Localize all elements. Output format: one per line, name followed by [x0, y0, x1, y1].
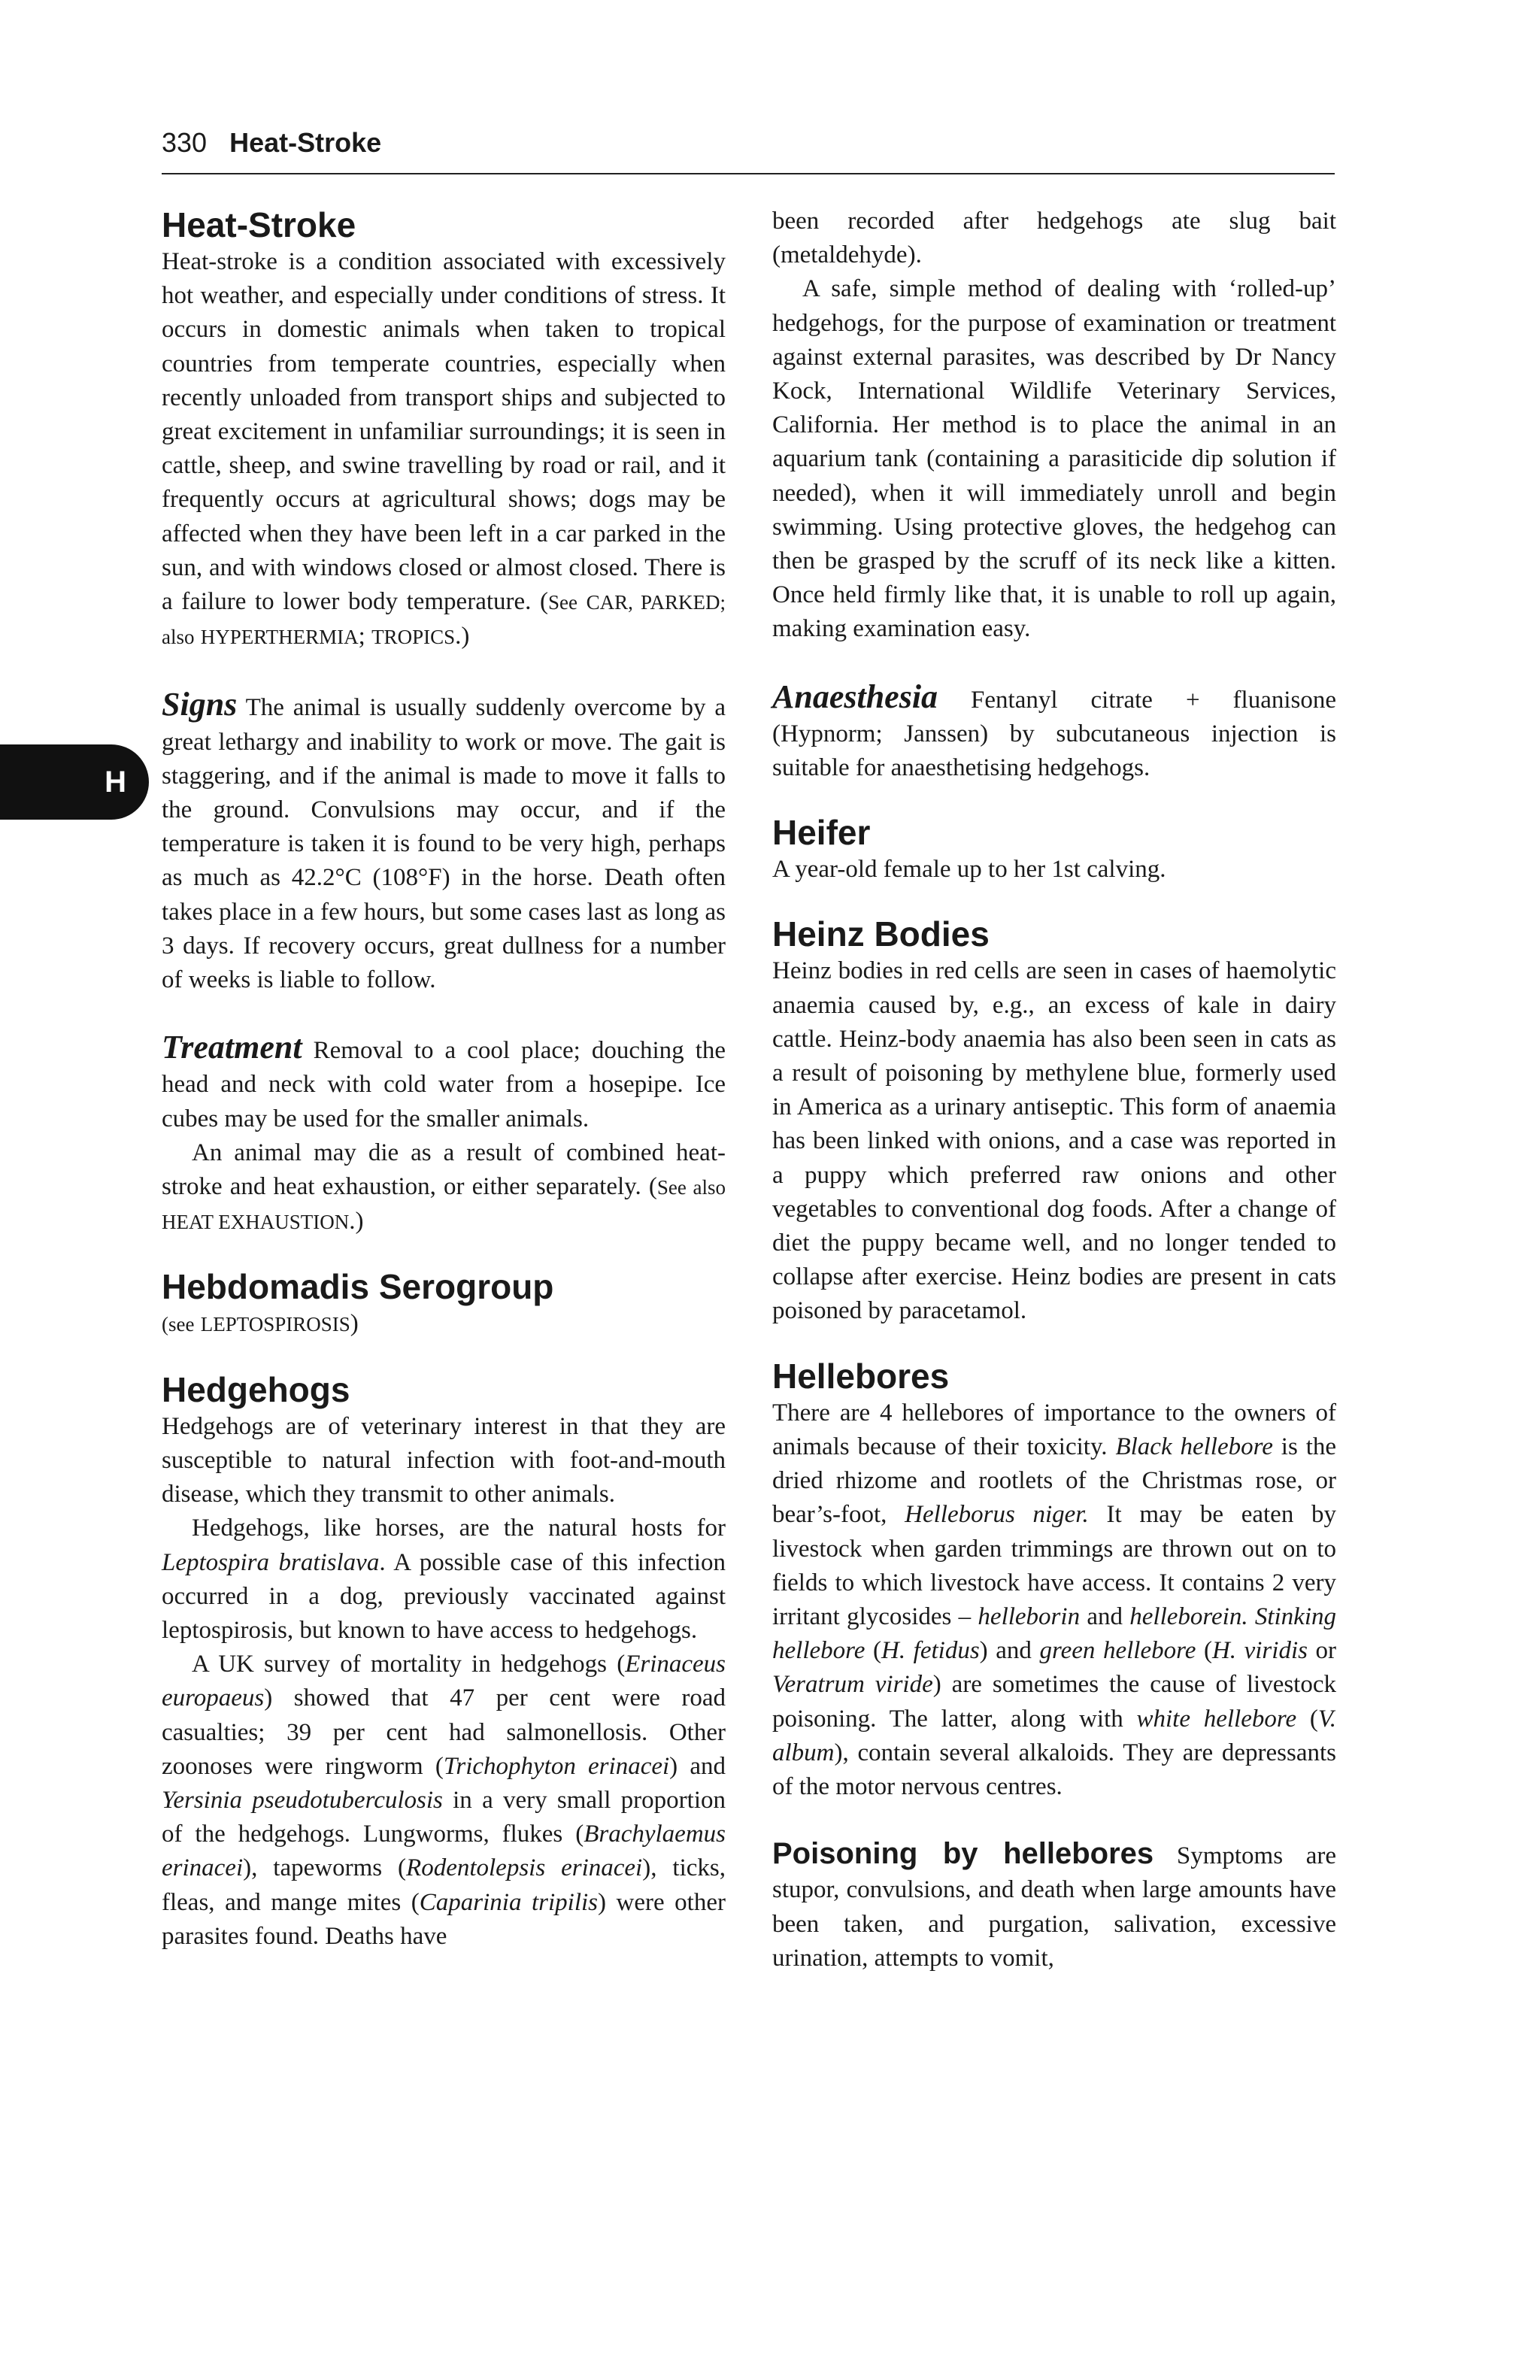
right-column: [772, 205, 1336, 1975]
species-name: Rodentolepsis erinacei: [406, 1854, 643, 1882]
species-name: Leptospira bratislava: [162, 1548, 380, 1576]
species-name: Yersinia pseudotuberculosis: [162, 1786, 443, 1814]
body-text: Heat-stroke is a condition associated with excessively hot weather, and especially under conditions of stress. It occurs in domestic animals when taken to tropical countries from temperate countries, especially when recently unloaded from transport ships and subjected to great excitement in unfamiliar surroundings; it is seen in cattle, sheep, and swine travelling by road or rail, and it frequently occurs at agricultural shows; dogs may be affected when they have been left in a car parked in the sun, and with windows closed or almost closed. There is a failure to lower body temperature. (: [162, 248, 726, 616]
text: in a very small proportion of the hedgehogs. Lungworms, flukes (: [162, 1786, 726, 1848]
text: ), tapeworms (: [243, 1854, 407, 1882]
heinz-body: Heinz bodies in red cells are seen in cases of haemolytic anaemia caused by, e.g., an excess of kale in dairy cattle. Heinz-body anaemia has also been seen in cats as a result of poisoning by methylene blue, formerly used in America as a urinary antiseptic. This form of anaemia has been linked with onions, and a case was reported in a puppy which preferred raw onions and other vegetables to conventional dog foods. After a change of diet the puppy became well, and no longer tended to collapse after exercise. Heinz bodies are present in cats poisoned by paracetamol.: [772, 957, 1336, 1325]
cross-ref-car-parked: CAR, PARKED: [586, 591, 720, 614]
anaesthesia-text: Fentanyl citrate + fluanisone (Hypnorm; Janssen) by subcutaneous injection is suitable for anaesthetising hedgehogs.: [772, 686, 1337, 782]
running-header-text: [162, 126, 381, 159]
section-thumb-tab: H: [0, 744, 149, 820]
heifer-body: A year-old female up to her 1st calving.: [772, 856, 1166, 884]
cross-ref-hyperthermia: HYPERTHERMIA: [200, 626, 359, 649]
signs-paragraph: [162, 687, 726, 997]
text: ), ticks, fleas, and mange mites (: [162, 1854, 726, 1916]
text: ) and: [669, 1752, 726, 1780]
header-title: Heat-Stroke: [229, 127, 382, 158]
text: or: [1315, 1637, 1337, 1665]
page-number: 330: [162, 127, 208, 158]
text: (: [1203, 1637, 1212, 1665]
entry-title-hellebores: Hellebores: [772, 1356, 950, 1396]
text: It may be eaten by livestock when garden trimmings are thrown out on to fields to which livestock have access. It contains 2 very irritant glycosides –: [772, 1501, 1337, 1630]
entry-title-heinz-bodies: Heinz Bodies: [772, 914, 990, 954]
species-name: helleborein. Stinking hellebore: [772, 1602, 1336, 1665]
heat-stroke-body: Heat-stroke is a condition associated with excessively hot weather, and especially under conditions of stress. It occurs in domestic animals when taken to tropical countries from temperate countries, especially when recently unloaded from transport ships and subjected to great excitement in unfamiliar surroundings; it is seen in cattle, sheep, and swine travelling by road or rail, and it frequently occurs at agricultural shows; dogs may be affected when they have been left in a car parked in the sun, and with windows closed or almost closed. There is a failure to lower body temperature. (See CAR, PARKED; also HYPERTHERMIA; TROPICS.): [162, 248, 726, 650]
text: is the dried rhizome and rootlets of the Christmas rose, or bear’s-foot,: [772, 1433, 1337, 1529]
species-name: H. viridis: [1211, 1637, 1308, 1665]
species-name: green hellebore: [1039, 1637, 1196, 1665]
see-word: See: [547, 591, 578, 614]
p2-text: An animal may die as a result of combined heat-stroke and heat exhaustion, or either separately. (: [162, 1138, 726, 1201]
anaesthesia-subheading: Anaesthesia: [772, 678, 938, 715]
text: Hedgehogs, like horses, are the natural hosts for: [192, 1514, 726, 1542]
species-name: Trichophyton erinacei: [443, 1752, 670, 1780]
treatment-subheading: Treatment: [162, 1029, 302, 1066]
left-column: [162, 205, 726, 1954]
poisoning-subheading: Poisoning by hellebores: [772, 1837, 1154, 1871]
text: ) are sometimes the cause of livestock poisoning. The latter, along with: [772, 1671, 1337, 1733]
species-name: helleborin: [978, 1602, 1081, 1630]
see-also-word: See also: [656, 1176, 726, 1199]
signs-text: The animal is usually suddenly overcome by a great lethargy and inability to work or move. The gait is staggering, and if the animal is made to move it falls to the ground. Convulsions may occur, and if the temperature is taken it is found to be very high, perhaps as much as 42.2°C (108°F) in the horse. Death often takes place in a few hours, but some cases last as long as 3 days. If recovery occurs, great dullness for a number of weeks is liable to follow.: [162, 694, 726, 994]
species-name: Erinaceus europaeus: [162, 1651, 726, 1712]
cross-ref-leptospirosis: LEPTOSPIROSIS: [200, 1313, 350, 1336]
species-name: Black hellebore: [1115, 1433, 1273, 1460]
treatment-text: Removal to a cool place; douching the head and neck with cold water from a hosepipe. Ice cubes may be used for the smaller animals.: [162, 1037, 726, 1132]
hedgehogs-cont-p2: A safe, simple method of dealing with ‘rolled-up’ hedgehogs, for the purpose of examination or treatment against external parasites, was described by Dr Nancy Kock, International Wildlife Veterinary Services, California. Her method is to place the animal in an aquarium tank (containing a parasiticide dip solution if needed), when it will immediately unroll and begin swimming. Using protective gloves, the hedgehog can then be grasped by the scruff of its neck like a kitten. Once held firmly like that, it is unable to roll up again, making examination easy.: [772, 275, 1336, 643]
poisoning-paragraph: [772, 1837, 1336, 1975]
signs-subheading: Signs: [162, 686, 238, 723]
species-name: Brachylaemus erinacei: [162, 1821, 726, 1882]
hedgehogs-p3: [162, 1648, 726, 1954]
hellebores-body: [772, 1396, 1336, 1804]
close-paren: .): [349, 1208, 364, 1235]
hedgehogs-p2: [162, 1511, 726, 1648]
see-word: (see: [162, 1313, 195, 1336]
poisoning-text: Symptoms are stupor, convulsions, and death when large amounts have been taken, and purgation, salivation, excessive urination, attempts to vomit,: [772, 1842, 1337, 1972]
entry-title-heat-stroke: Heat-Stroke: [162, 205, 356, 244]
text: and: [1087, 1602, 1123, 1630]
text: (: [873, 1637, 881, 1665]
text: ) showed that 47 per cent were road casualties; 39 per cent had salmonellosis. Other zoonoses were ringworm (: [162, 1684, 726, 1780]
hedgehogs-p1: Hedgehogs are of veterinary interest in that they are susceptible to natural infection with foot-and-mouth disease, which they transmit to other animals.: [162, 1412, 726, 1508]
hebdomadis-see: [162, 1307, 726, 1342]
cross-ref-tropics: TROPICS: [371, 626, 456, 649]
text: A UK survey of mortality in hedgehogs (: [192, 1651, 626, 1678]
species-name: Caparinia tripilis: [419, 1888, 599, 1916]
entry-title-hedgehogs: Hedgehogs: [162, 1369, 350, 1409]
anaesthesia-paragraph: [772, 680, 1336, 786]
entry-title-heifer: Heifer: [772, 813, 871, 853]
text: There are 4 hellebores of importance to the owners of animals because of their toxicity.: [772, 1399, 1336, 1460]
close-paren: .): [455, 623, 470, 650]
entry-title-hebdomadis: Hebdomadis Serogroup: [162, 1267, 554, 1307]
text: ) were other parasites found. Deaths have: [162, 1888, 726, 1950]
heat-stroke-paragraph-2: [162, 1136, 726, 1240]
running-header: [162, 126, 1335, 174]
cross-ref-heat-exhaustion: HEAT EXHAUSTION: [162, 1211, 350, 1234]
text: ) and: [979, 1637, 1032, 1665]
treatment-paragraph: [162, 1030, 726, 1136]
species-name: Helleborus niger.: [905, 1501, 1089, 1529]
close-paren: ): [350, 1310, 359, 1338]
text: . A possible case of this infection occurred in a dog, previously vaccinated against leptospirosis, but known to have access to hedgehogs.: [162, 1548, 726, 1644]
hedgehogs-cont-p1: been recorded after hedgehogs ate slug bait (metaldehyde).: [772, 208, 1336, 269]
species-name: white hellebore: [1136, 1705, 1297, 1733]
text: (: [1309, 1705, 1318, 1733]
also-word: ; also: [162, 591, 726, 649]
species-name: H. fetidus: [881, 1637, 980, 1665]
species-name: V. album: [772, 1705, 1337, 1766]
species-name: Veratrum viride: [772, 1671, 933, 1699]
text: ), contain several alkaloids. They are depressants of the motor nervous centres.: [772, 1739, 1336, 1800]
